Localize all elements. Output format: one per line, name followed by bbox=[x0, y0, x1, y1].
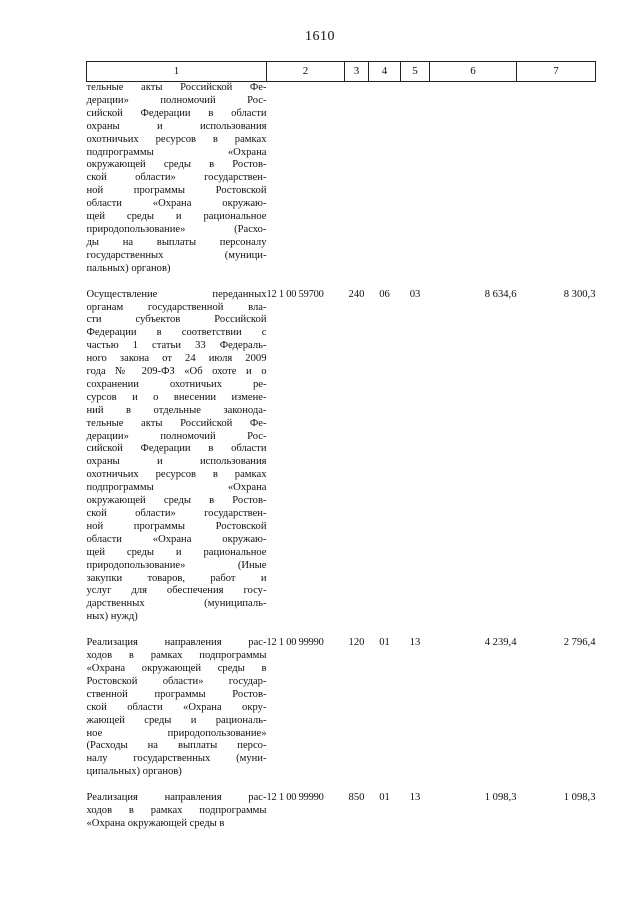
description-line: Осуществление переданных bbox=[86, 288, 267, 300]
description-line: окружающей среды в Ростов- bbox=[86, 495, 267, 507]
description-line: «Охрана окружающей среды в bbox=[86, 662, 267, 674]
row-spacer bbox=[87, 276, 596, 289]
description-line: ного закона от 24 июля 2009 bbox=[86, 353, 267, 365]
row-spacer bbox=[87, 779, 596, 792]
description-line: подпрограммы «Охрана bbox=[86, 482, 267, 494]
table-row bbox=[87, 637, 596, 779]
description-line: ской области «Охрана окру- bbox=[86, 701, 267, 713]
description-line: сийской Федерации в области bbox=[86, 107, 267, 119]
description-line: охотничьих ресурсов в рамках bbox=[86, 469, 267, 481]
description-line: сийской Федерации в области bbox=[86, 443, 267, 455]
description-line: Ростовской области» государ- bbox=[86, 675, 267, 687]
spacer-cell bbox=[87, 624, 596, 637]
description-line: дерации» полномочий Рос- bbox=[86, 94, 267, 106]
description-line: охраны и использования bbox=[86, 456, 267, 468]
description-line: ды на выплаты персоналу bbox=[86, 236, 267, 248]
description-line: ных) нужд) bbox=[86, 611, 138, 623]
expense-type-cell: 240 bbox=[348, 288, 365, 300]
description-line: охотничьих ресурсов в рамках bbox=[86, 133, 267, 145]
description-line: ской области» государствен- bbox=[86, 508, 267, 519]
description-line: ственной программы Ростов- bbox=[86, 688, 267, 700]
description-line: пальных) органов) bbox=[86, 262, 171, 274]
description-line: Реализация направления рас- bbox=[86, 792, 267, 804]
description-line: ходов в рамках подпрограммы bbox=[86, 650, 267, 662]
expense-type-cell bbox=[345, 82, 369, 276]
spacer-cell bbox=[87, 779, 596, 792]
description-line: дерации» полномочий Рос- bbox=[86, 430, 267, 442]
description-line: Федерации в соответствии с bbox=[86, 327, 267, 339]
budget-code-cell: 12 1 00 99990 bbox=[266, 637, 324, 649]
header-col-1: 1 bbox=[87, 62, 267, 82]
header-col-6: 6 bbox=[430, 62, 517, 82]
header-col-4: 4 bbox=[369, 62, 401, 82]
amount-cell: 2 796,4 bbox=[563, 637, 596, 649]
header-col-5: 5 bbox=[401, 62, 430, 82]
description-line: (Расходы на выплаты персо- bbox=[86, 740, 267, 752]
description-line: области «Охрана окружаю- bbox=[86, 533, 267, 545]
budget-table bbox=[86, 61, 596, 831]
description-cell bbox=[87, 792, 267, 831]
description-line: частью 1 статьи 33 Федераль- bbox=[86, 340, 267, 352]
header-col-3: 3 bbox=[345, 62, 369, 82]
description-line: щей среды и рациональное bbox=[86, 546, 267, 558]
section-cell: 06 bbox=[379, 288, 390, 300]
table-row bbox=[87, 792, 596, 831]
description-line: дарственных (муниципаль- bbox=[86, 598, 267, 610]
description-line: ципальных) органов) bbox=[86, 766, 182, 778]
amount-cell: 8 634,6 bbox=[484, 288, 517, 300]
description-line: услуг для обеспечения госу- bbox=[86, 585, 267, 597]
subsection-cell: 13 bbox=[409, 792, 421, 804]
description-cell bbox=[87, 637, 267, 779]
header-row bbox=[87, 62, 596, 82]
description-cell bbox=[87, 82, 267, 276]
page-number: 1610 bbox=[305, 29, 335, 44]
amount-cell: 1 098,3 bbox=[563, 792, 596, 804]
subsection-cell bbox=[401, 82, 430, 276]
description-line: ной программы Ростовской bbox=[86, 185, 267, 197]
description-line: ное природопользование» bbox=[86, 727, 267, 739]
description-cell bbox=[87, 289, 267, 625]
description-line: сохранении охотничьих ре- bbox=[86, 378, 267, 390]
spacer-cell bbox=[87, 276, 596, 289]
header-col-2: 2 bbox=[267, 62, 345, 82]
description-line: области «Охрана окружаю- bbox=[86, 198, 267, 210]
description-line: тельные акты Российской Фе- bbox=[86, 82, 267, 93]
budget-code-cell: 12 1 00 59700 bbox=[266, 288, 324, 300]
row-spacer bbox=[87, 624, 596, 637]
subsection-cell: 03 bbox=[409, 288, 421, 300]
amount-cell: 4 239,4 bbox=[484, 637, 517, 649]
description-line: ной программы Ростовской bbox=[86, 520, 267, 532]
description-line: закупки товаров, работ и bbox=[86, 572, 267, 584]
description-line: щей среды и рациональное bbox=[86, 211, 267, 223]
description-line: ской области» государствен- bbox=[86, 172, 267, 184]
description-line: природопользование» (Расхо- bbox=[86, 223, 267, 235]
description-line: налу государственных (муни- bbox=[86, 753, 267, 765]
description-line: сти субъектов Российской bbox=[86, 314, 267, 326]
description-line: ходов в рамках подпрограммы bbox=[86, 805, 267, 817]
description-line: природопользование» (Иные bbox=[86, 559, 267, 571]
expense-type-cell: 120 bbox=[348, 637, 365, 649]
expense-type-cell: 850 bbox=[348, 792, 365, 804]
description-line: ний в отдельные законода- bbox=[86, 404, 267, 416]
description-line: охраны и использования bbox=[86, 120, 267, 132]
section-cell: 01 bbox=[379, 792, 390, 804]
budget-code-cell: 12 1 00 99990 bbox=[266, 792, 324, 804]
description-line: органам государственной вла- bbox=[86, 301, 267, 313]
description-line: «Охрана окружающей среды в bbox=[86, 817, 225, 829]
budget-code-cell bbox=[267, 82, 345, 276]
amount-cell: 8 300,3 bbox=[563, 288, 596, 300]
description-line: окружающей среды в Ростов- bbox=[86, 159, 267, 171]
description-line: тельные акты Российской Фе- bbox=[86, 417, 267, 429]
amount-cell: 1 098,3 bbox=[484, 792, 517, 804]
description-line: государственных (муници- bbox=[86, 249, 267, 261]
table-row bbox=[87, 82, 596, 276]
amount-cell bbox=[430, 82, 517, 276]
header-col-7: 7 bbox=[517, 62, 596, 82]
description-line: года № 209-ФЗ «Об охоте и о bbox=[86, 366, 267, 378]
description-line: жающей среды и рациональ- bbox=[86, 714, 267, 726]
description-line: Реализация направления рас- bbox=[86, 637, 267, 649]
section-cell bbox=[369, 82, 401, 276]
amount-cell bbox=[517, 82, 596, 276]
description-line: подпрограммы «Охрана bbox=[86, 146, 267, 158]
section-cell: 01 bbox=[379, 637, 390, 649]
subsection-cell: 13 bbox=[409, 637, 421, 649]
description-line: сурсов и о внесении измене- bbox=[86, 391, 267, 403]
table-row bbox=[87, 289, 596, 625]
